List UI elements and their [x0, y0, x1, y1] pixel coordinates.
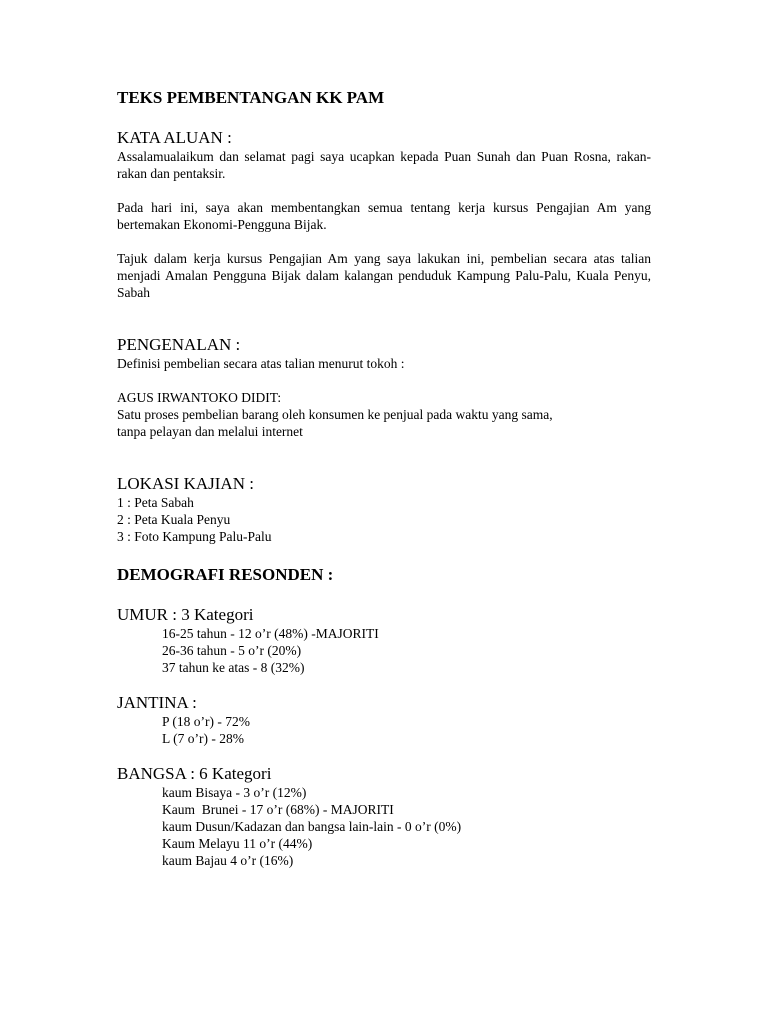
lokasi-item: 2 : Peta Kuala Penyu	[117, 512, 231, 527]
pengenalan-intro: Definisi pembelian secara atas talian menurut tokoh :	[117, 356, 405, 371]
pengenalan-tokoh: AGUS IRWANTOKO DIDIT:	[117, 390, 282, 405]
pengenalan-heading: PENGENALAN :	[117, 335, 241, 354]
umur-item: 26-36 tahun - 5 o’r (20%)	[162, 643, 302, 658]
definition-line: Satu proses pembelian barang oleh konsumen ke penjual pada waktu yang sama,	[117, 407, 553, 422]
kata-aluan-paragraph-3: Tajuk dalam kerja kursus Pengajian Am yang saya lakukan ini, pembelian secara atas talian menjadi Amalan Pengguna Bijak dalam kalangan penduduk Kampung Palu-Palu, Kuala Penyu, Sabah	[117, 251, 651, 300]
document-title: TEKS PEMBENTANGAN KK PAM	[117, 88, 385, 107]
jantina-item: L (7 o’r) - 28%	[162, 731, 244, 746]
demografi-heading: DEMOGRAFI RESONDEN :	[117, 565, 334, 584]
bangsa-heading: BANGSA : 6 Kategori	[117, 764, 272, 783]
umur-list	[117, 625, 651, 676]
umur-item: 37 tahun ke atas - 8 (32%)	[162, 660, 305, 675]
bangsa-item: kaum Bajau 4 o’r (16%)	[162, 853, 294, 868]
lokasi-heading: LOKASI KAJIAN :	[117, 474, 254, 493]
definition-line: tanpa pelayan dan melalui internet	[117, 424, 303, 439]
kata-aluan-paragraph-2: Pada hari ini, saya akan membentangkan semua tentang kerja kursus Pengajian Am yang bertemakan Ekonomi-Pengguna Bijak.	[117, 200, 651, 232]
jantina-item: P (18 o’r) - 72%	[162, 714, 250, 729]
umur-item: 16-25 tahun - 12 o’r (48%) -MAJORITI	[162, 626, 379, 641]
document-content	[117, 88, 651, 869]
bangsa-item: Kaum Melayu 11 o’r (44%)	[162, 836, 313, 851]
kata-aluan-paragraph-1: Assalamualaikum dan selamat pagi saya ucapkan kepada Puan Sunah dan Puan Rosna, rakan-rakan dan pentaksir.	[117, 149, 651, 181]
bangsa-item: kaum Bisaya - 3 o’r (12%)	[162, 785, 307, 800]
bangsa-item: Kaum Brunei - 17 o’r (68%) - MAJORITI	[162, 802, 394, 817]
bangsa-list	[117, 784, 651, 869]
lokasi-item: 1 : Peta Sabah	[117, 495, 194, 510]
kata-aluan-heading: KATA ALUAN :	[117, 128, 232, 147]
jantina-list	[117, 713, 651, 747]
jantina-heading: JANTINA :	[117, 693, 197, 712]
lokasi-list	[117, 494, 651, 545]
umur-heading: UMUR : 3 Kategori	[117, 605, 254, 624]
pengenalan-definition	[117, 406, 651, 440]
bangsa-item: kaum Dusun/Kadazan dan bangsa lain-lain - 0 o’r (0%)	[162, 819, 462, 834]
lokasi-item: 3 : Foto Kampung Palu-Palu	[117, 529, 272, 544]
